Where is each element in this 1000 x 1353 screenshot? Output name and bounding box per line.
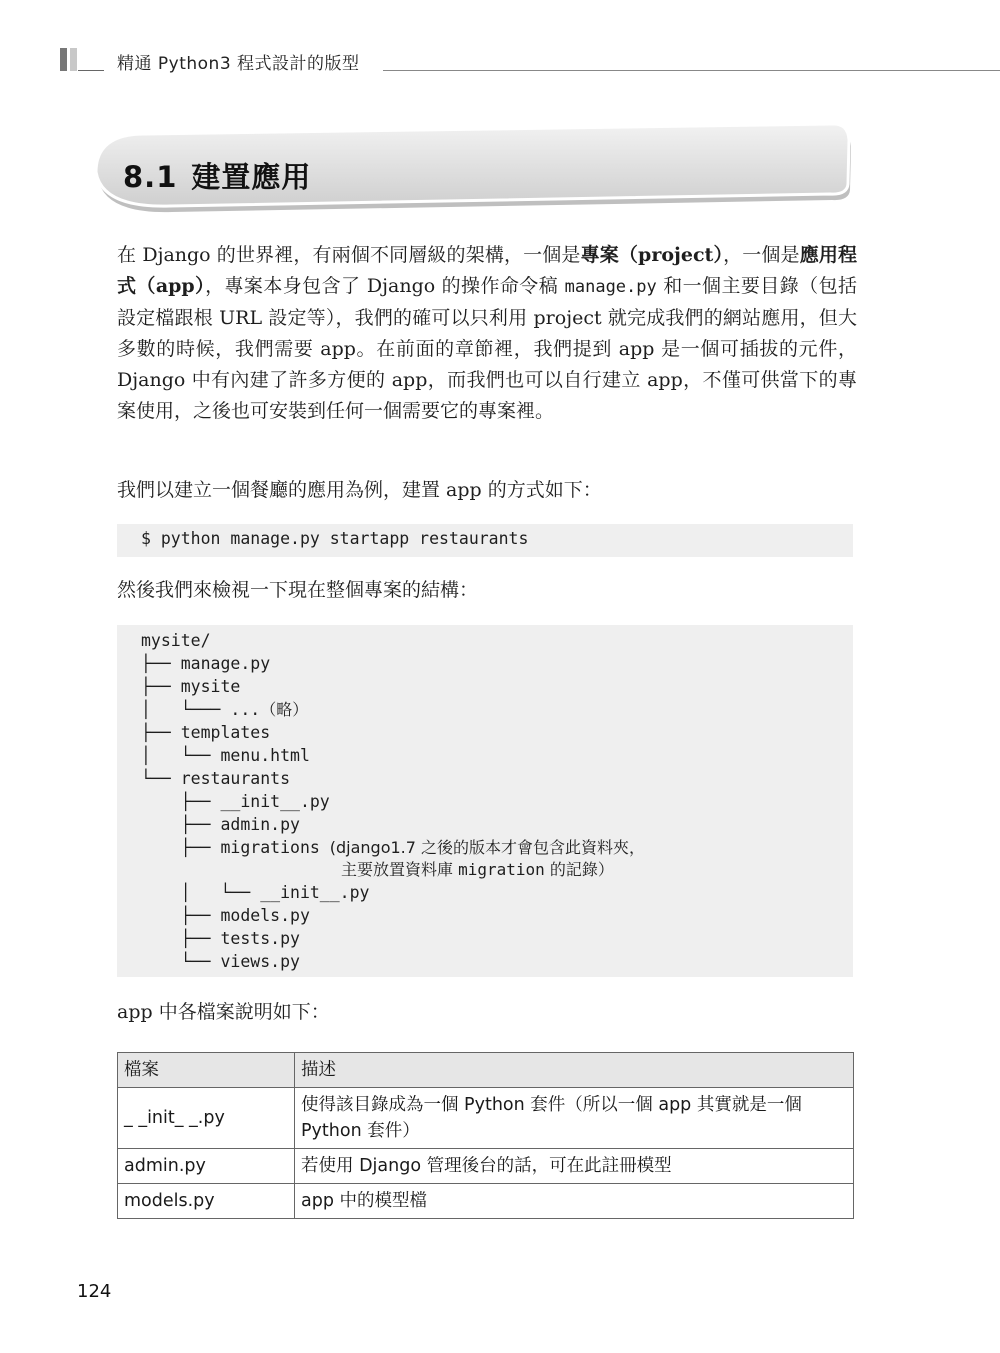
- tree-line: ├── models.py: [141, 906, 310, 925]
- tree-note-text: 的記錄）: [544, 860, 614, 879]
- tree-line: ├── tests.py: [141, 929, 300, 948]
- step3-text: app 中各檔案說明如下：: [117, 1001, 330, 1023]
- tree-note-code: migration: [458, 860, 545, 879]
- tree-line: ├── mysite: [141, 677, 241, 696]
- intro-paragraph: [117, 240, 857, 427]
- tree-line: [141, 836, 645, 859]
- tree-line: ├── manage.py: [141, 654, 271, 673]
- table-row: [118, 1184, 854, 1219]
- column-header-file: 檔案: [118, 1053, 295, 1088]
- tree-line: [141, 698, 308, 721]
- tree-line: ├── templates: [141, 723, 271, 742]
- app-files-table: [117, 1052, 854, 1219]
- cell-file: admin.py: [118, 1149, 295, 1184]
- step2-text: 然後我們來檢視一下現在整個專案的結構：: [117, 579, 479, 601]
- page-number: 124: [77, 1281, 112, 1302]
- tree-line: └── restaurants: [141, 769, 291, 788]
- section-title-text: 建置應用: [191, 160, 312, 194]
- step1-text: 我們以建立一個餐廳的應用為例，建置 app 的方式如下：: [117, 479, 602, 501]
- running-header-title: 精通 Python3 程式設計的版型: [117, 54, 360, 74]
- tree-note-text: 主要放置資料庫: [341, 860, 459, 879]
- tree-line-text: │ └─── ...: [141, 700, 261, 719]
- header-rule-left: [78, 70, 104, 71]
- cell-file: _ _init_ _.py: [118, 1088, 295, 1149]
- cell-file: models.py: [118, 1184, 295, 1219]
- tree-line: │ └── menu.html: [141, 746, 310, 765]
- command-line: $ python manage.py startapp restaurants: [141, 529, 529, 548]
- project-tree-block: [117, 625, 853, 977]
- command-block: [117, 524, 853, 557]
- tree-line: ├── __init__.py: [141, 792, 330, 811]
- term-app: 應用程式（app）: [117, 244, 857, 297]
- table-header-row: [118, 1053, 854, 1088]
- tree-note-omitted: （略）: [260, 700, 309, 719]
- tree-line: mysite/: [141, 631, 211, 650]
- header-rule-right: [383, 70, 1000, 71]
- column-header-description: 描述: [295, 1053, 854, 1088]
- tree-note-migrations: (django1.7 之後的版本才會包含此資料夾，: [329, 838, 646, 857]
- cell-description: 若使用 Django 管理後台的話，可在此註冊模型: [295, 1149, 854, 1184]
- term-project: 專案（project）: [580, 244, 724, 266]
- table-row: [118, 1088, 854, 1149]
- intro-text-1: 在 Django 的世界裡，有兩個不同層級的架構，一個是: [117, 244, 581, 266]
- intro-text-2: ，一個是: [723, 244, 800, 266]
- intro-text-3: ，專案本身包含了 Django 的操作命令稿: [205, 275, 565, 297]
- section-number: 8.1: [123, 160, 178, 194]
- header-marker-dark: [60, 48, 67, 71]
- cell-description: app 中的模型檔: [295, 1184, 854, 1219]
- tree-line-text: ├── migrations: [141, 838, 330, 857]
- tree-line: │ └── __init__.py: [141, 883, 370, 902]
- header-marker-light: [70, 48, 77, 71]
- cell-description: 使得該目錄成為一個 Python 套件（所以一個 app 其實就是一個 Python 套件）: [295, 1088, 854, 1149]
- section-title: [123, 155, 311, 196]
- tree-line: ├── admin.py: [141, 815, 300, 834]
- tree-note-line: [341, 858, 614, 881]
- table-row: [118, 1149, 854, 1184]
- tree-line: └── views.py: [141, 952, 300, 971]
- intro-text-4: 和一個主要目錄（包括設定檔跟根 URL 設定等），我們的確可以只利用 project 就完成我們的網站應用，但大多數的時候，我們需要 app。在前面的章節裡，我們提到 app 是一個可插拔的元件，Django 中有內建了許多方便的 app，而我們也可以自行建立 app，不僅可供當下的專案使用，之後也可安裝到任何一個需要它的專案裡。: [117, 275, 857, 422]
- inline-code-manage-py: manage.py: [564, 277, 657, 297]
